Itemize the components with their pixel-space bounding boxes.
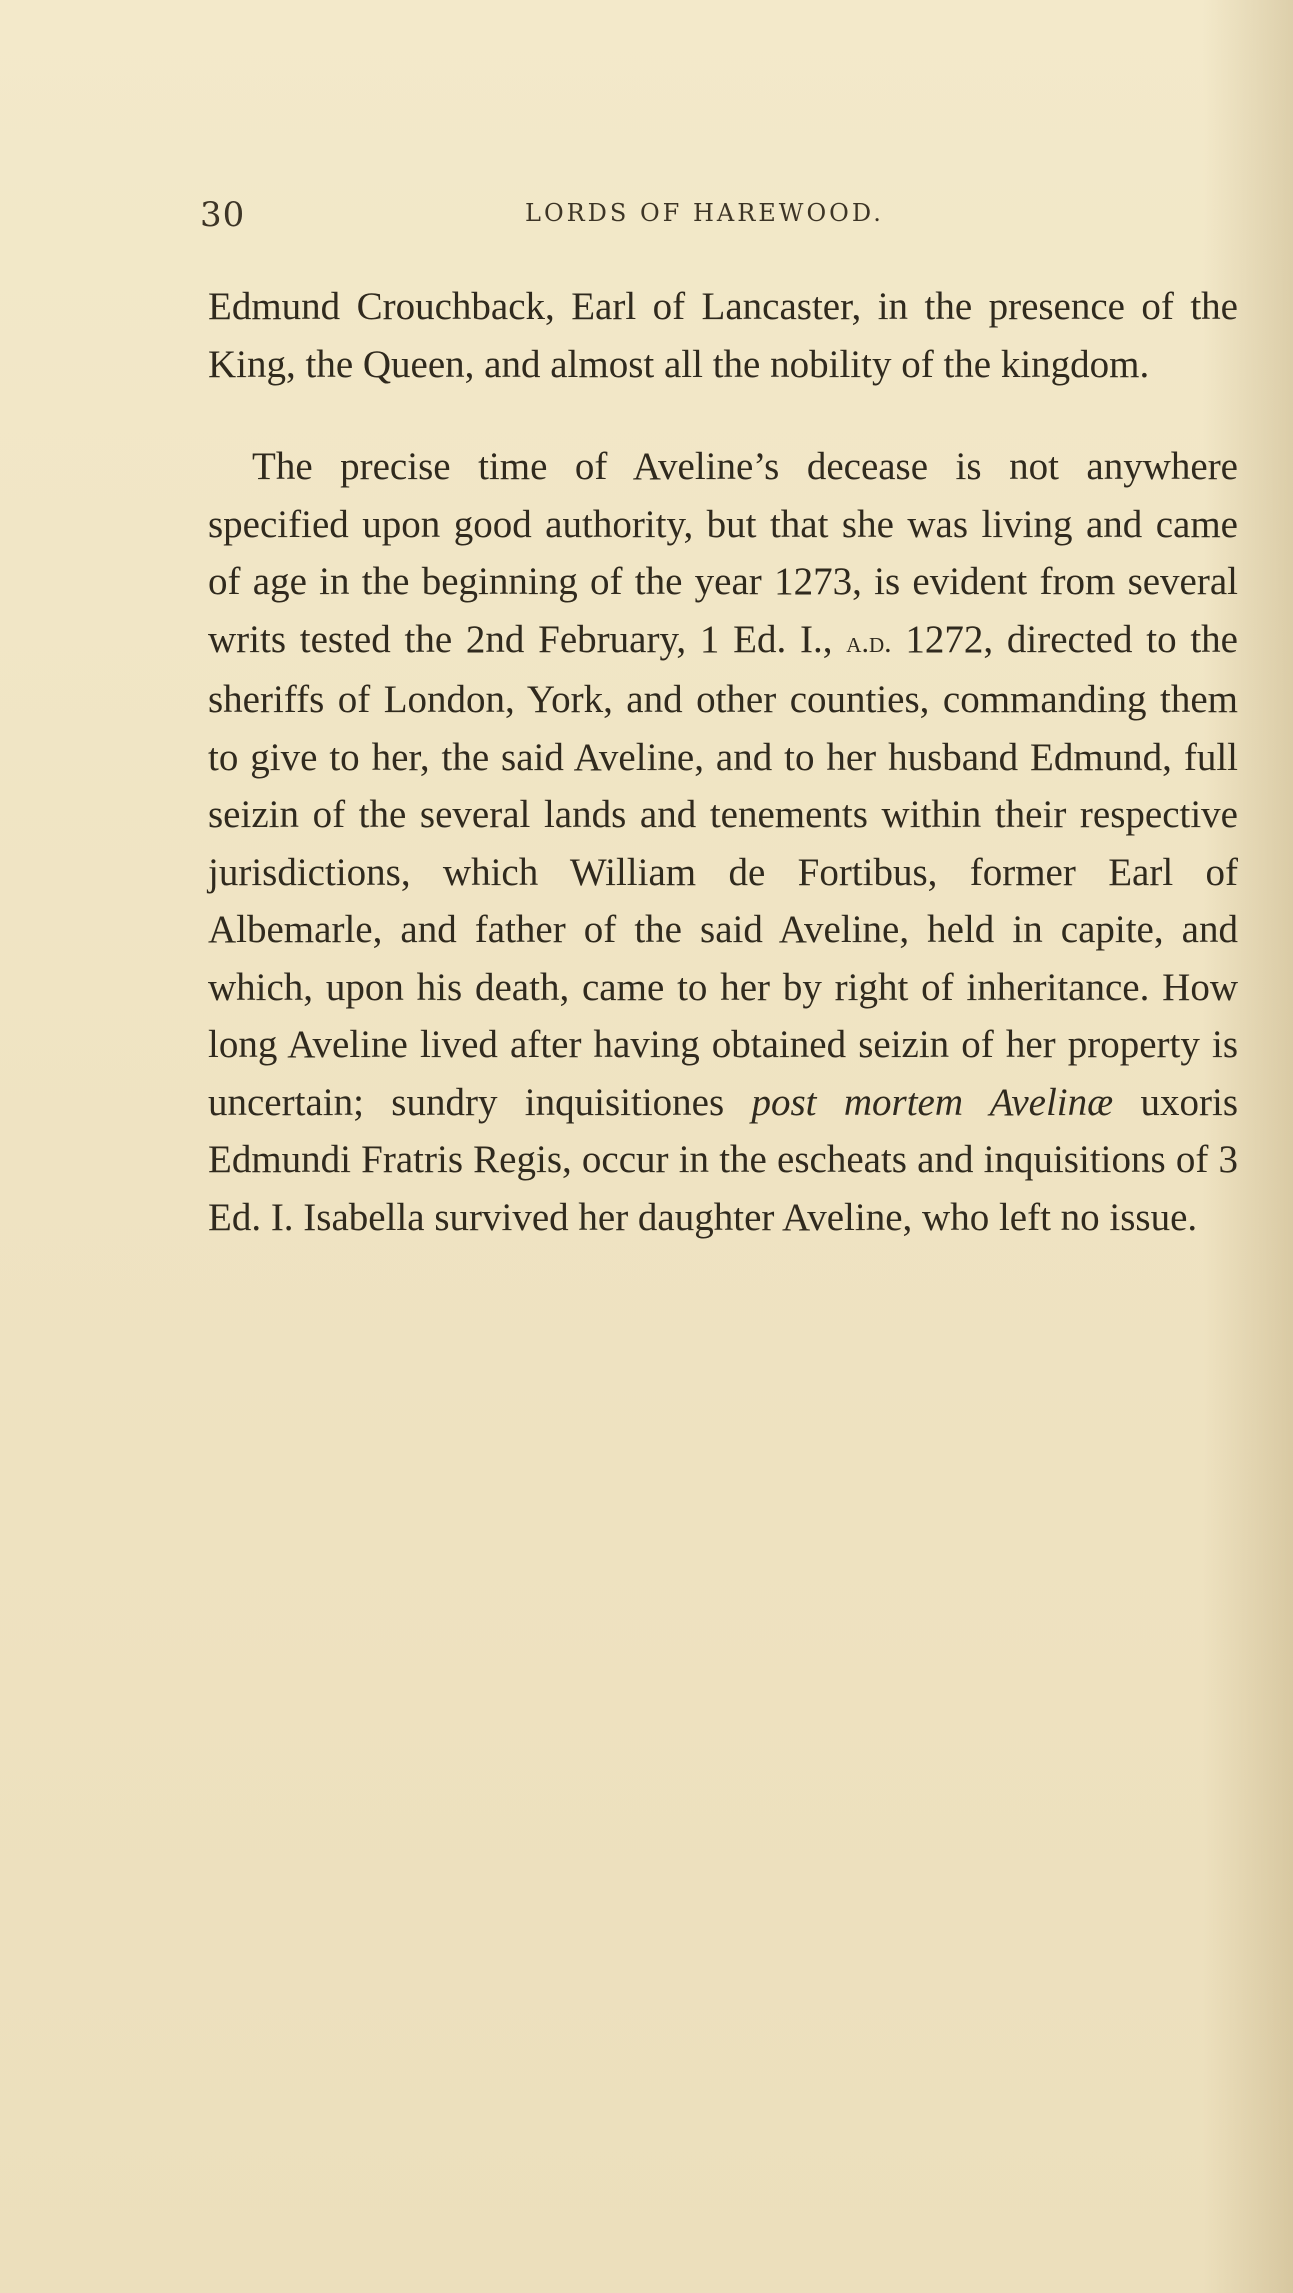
body-text: [208, 278, 1238, 1246]
paragraph-1-text: Edmund Crouchback, Earl of Lancaster, in the presence of the King, the Queen, and almost all the nobility of the kingdom.: [208, 285, 1238, 386]
anno-domini: a.d.: [846, 625, 892, 659]
paragraph-2-part-3: uxoris Edmundi Fratris Regis, occur in the escheats and inquisitions of 3 Ed. I. Isabella survived her daughter Aveline, who left no issue.: [208, 1080, 1239, 1239]
running-head: LORDS OF HAREWOOD.: [525, 199, 884, 227]
page-number: 30: [200, 195, 246, 235]
paragraph-2-part-1: The precise time of Aveline’s decease is not anywhere specified upon good authority, but that she was living and came of age in the beginning of the year 1273, is evident from several writs tested the 2nd February, 1 Ed. I.,: [208, 445, 1238, 661]
paragraph-1: [208, 278, 1238, 393]
paragraph-2: [208, 438, 1238, 1246]
paragraph-2-part-2: 1272, directed to the sheriffs of London, York, and other counties, commanding them to give to her, the said Aveline, and to her husband Edmund, full seizin of the several lands and tenements within their respective jurisdictions, which William de Fortibus, former Earl of Albemarle, and father of the said Aveline, held in capite, and which, upon his death, came to her by right of inheritance. How long Aveline lived after having obtained seizin of her property is uncertain; sundry inquisitiones: [208, 617, 1238, 1124]
italic-phrase: post mortem Avelinæ: [751, 1080, 1114, 1124]
page-header: [200, 195, 1240, 245]
